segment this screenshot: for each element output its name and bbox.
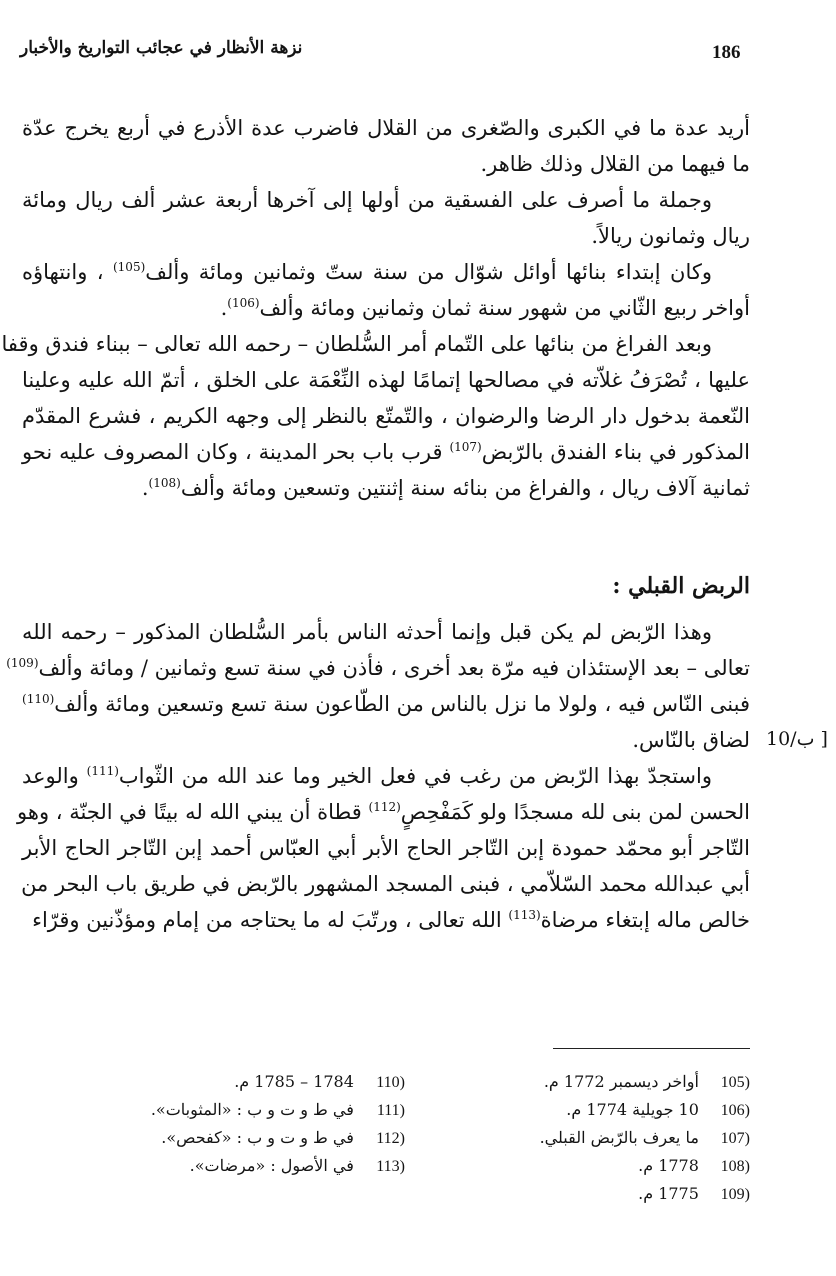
footnote-separator <box>553 1048 750 1049</box>
text-line <box>6 650 750 686</box>
footnote-text: أواخر ديسمبر 1772 م. <box>543 1072 704 1091</box>
footnote-marker[interactable]: (111) <box>86 764 119 778</box>
line-text: وكان إبتداء بنائها أوائل شوّال من سنة ستّ وثمانين ومائة وألف <box>145 260 712 284</box>
text-line <box>1 326 750 362</box>
footnote-number: (113 <box>376 1158 405 1175</box>
line-text: أواخر ربيع الثّاني من شهور سنة ثمان وثمانين ومائة وألف <box>259 296 750 320</box>
line-text: واستجدّ بهذا الرّبض من رغب في فعل الخير وما عند الله من الثّواب <box>118 764 712 788</box>
text-line <box>22 290 750 326</box>
footnote <box>470 1068 750 1096</box>
footnotes-right-column <box>470 1068 750 1208</box>
footnote-marker[interactable]: (110) <box>22 692 55 706</box>
footnote-number: (107 <box>720 1130 750 1147</box>
footnote-text: ما يعرف بالرّبض القبلي. <box>539 1128 704 1147</box>
footnote-marker[interactable]: (107) <box>449 440 482 454</box>
footnote <box>130 1068 405 1096</box>
footnote-text: 1775 م. <box>638 1184 704 1203</box>
text-line <box>22 470 750 506</box>
section-heading: الربض القبلي : <box>612 573 750 599</box>
footnote-marker[interactable]: (112) <box>368 800 401 814</box>
paragraph-4 <box>1 326 750 506</box>
line-text: وبعد الفراغ من بنائها على التّمام أمر السُّلطان – رحمه الله تعالى – ببناء فندق وقفا <box>1 332 712 356</box>
line-text-tail: قرب باب بحر المدينة ، وكان المصروف عليه نحو <box>22 440 450 464</box>
line-text: خالص ماله إبتغاء مرضاة <box>540 908 750 932</box>
line-text: وهذا الرّبض لم يكن قبل وإنما أحدثه الناس بأمر السُّلطان المذكور – رحمه الله <box>22 620 712 644</box>
text-line <box>22 362 750 398</box>
text-line: ريال وثمانون ريالاً. <box>591 224 750 248</box>
footnote-number: (109 <box>720 1186 750 1203</box>
footnote-number: (111 <box>376 1102 405 1119</box>
line-text: المذكور في بناء الفندق بالرّبض <box>481 440 750 464</box>
footnote-text: 1784 – 1785 م. <box>234 1072 359 1091</box>
text-line <box>22 866 750 902</box>
line-text: التّاجر أبو محمّد حمودة إبن التّاجر الحاج الأبر أبي العبّاس أحمد إبن التّاجر الحاج الأبر <box>22 836 750 860</box>
footnotes-left-column <box>130 1068 405 1180</box>
paragraph-6 <box>17 758 750 938</box>
footnote-marker[interactable]: (113) <box>508 908 541 922</box>
text-line <box>22 254 750 290</box>
line-text: أبي عبدالله محمد السّلاّمي ، فبنى المسجد المشهور بالرّبض في طريق باب البحر من <box>21 872 750 896</box>
line-text: ثمانية آلاف ريال ، والفراغ من بنائه سنة إثنتين وتسعين ومائة وألف <box>180 476 750 500</box>
footnote-number: (110 <box>376 1074 405 1091</box>
text-line <box>22 434 750 470</box>
text-line <box>22 614 750 650</box>
footnote-marker[interactable]: (105) <box>112 260 146 274</box>
text-line: أريد عدة ما في الكبرى والصّغرى من القلال فاضرب عدة الأذرع في أربع يخرج عدّة <box>22 116 750 140</box>
footnote-marker[interactable]: (109) <box>6 656 39 670</box>
footnote-number: (108 <box>720 1158 750 1175</box>
footnote <box>470 1124 750 1152</box>
footnote-text: 1778 م. <box>638 1156 704 1175</box>
line-text-tail: ، وانتهاؤه <box>22 260 113 284</box>
footnote-text: في ط و ت و ب : «كفحص». <box>161 1128 359 1147</box>
footnote <box>470 1152 750 1180</box>
line-text-tail: . <box>141 476 149 500</box>
text-line <box>17 794 750 830</box>
text-line <box>22 830 750 866</box>
footnote <box>470 1180 750 1208</box>
line-text: تعالى – بعد الإستئذان فيه مرّة بعد أخرى ، فأذن في سنة تسع وثمانين / ومائة وألف <box>38 656 750 680</box>
line-text-tail: والوعد <box>22 764 87 788</box>
footnote-number: (105 <box>720 1074 750 1091</box>
text-line <box>22 758 750 794</box>
running-head-container <box>20 38 380 58</box>
footnote <box>130 1152 405 1180</box>
text-line <box>22 902 750 938</box>
footnote-number: (112 <box>376 1130 405 1147</box>
footnote-text: في الأصول : «مرضات». <box>189 1156 359 1175</box>
main-text <box>1 110 750 938</box>
footnote-marker[interactable]: (106) <box>227 296 260 310</box>
line-text: لضاق بالنّاس. <box>632 728 750 752</box>
line-text: عليها ، تُصْرَفُ غلاّته في مصالحها إتمامًا لهذه النِّعْمَة على الخلق ، أتمّ الله عليه وعلينا <box>22 368 750 392</box>
text-line: وجملة ما أصرف على الفسقية من أولها إلى آخرها أربعة عشر ألف ريال ومائة <box>22 188 712 212</box>
folio-margin-note: 10/ب ] <box>766 728 828 750</box>
text-line <box>22 722 750 758</box>
footnote-marker[interactable]: (108) <box>148 476 181 490</box>
footnote <box>130 1096 405 1124</box>
line-text: الحسن لمن بنى لله مسجدًا ولو كَمَفْحِصٍ <box>400 800 750 824</box>
running-title: نزهة الأنظار في عجائب التواريخ والأخبار <box>20 38 303 58</box>
text-line <box>22 686 750 722</box>
paragraph-3 <box>22 254 750 326</box>
text-line: ما فيهما من القلال وذلك ظاهر. <box>480 152 750 176</box>
line-text-tail: . <box>220 296 228 320</box>
paragraph-1 <box>22 110 750 182</box>
page-number: 186 <box>712 42 741 63</box>
line-text: فبنى النّاس فيه ، ولولا ما نزل بالناس من الطّاعون سنة تسع وتسعين ومائة وألف <box>54 692 750 716</box>
footnote-number: (106 <box>720 1102 750 1119</box>
text-line <box>22 398 750 434</box>
paragraph-2 <box>22 182 750 254</box>
footnote-text: في ط و ت و ب : «المثوبات». <box>150 1100 359 1119</box>
line-text: النّعمة بدخول دار الرضا والرضوان ، والتّمتّع بالنظر إلى وجهه الكريم ، فشرع المقدّم <box>22 404 750 428</box>
footnote <box>470 1096 750 1124</box>
line-text-tail: الله تعالى ، ورتّبَ له ما يحتاجه من إمام ومؤذّنين وقرّاء <box>32 908 509 932</box>
footnote-text: 10 جويلية 1774 م. <box>566 1100 704 1119</box>
line-text-tail: قطاة أن يبني الله له بيتًا في الجنّة ، وهو <box>17 800 369 824</box>
paragraph-5 <box>6 614 750 758</box>
footnote <box>130 1124 405 1152</box>
